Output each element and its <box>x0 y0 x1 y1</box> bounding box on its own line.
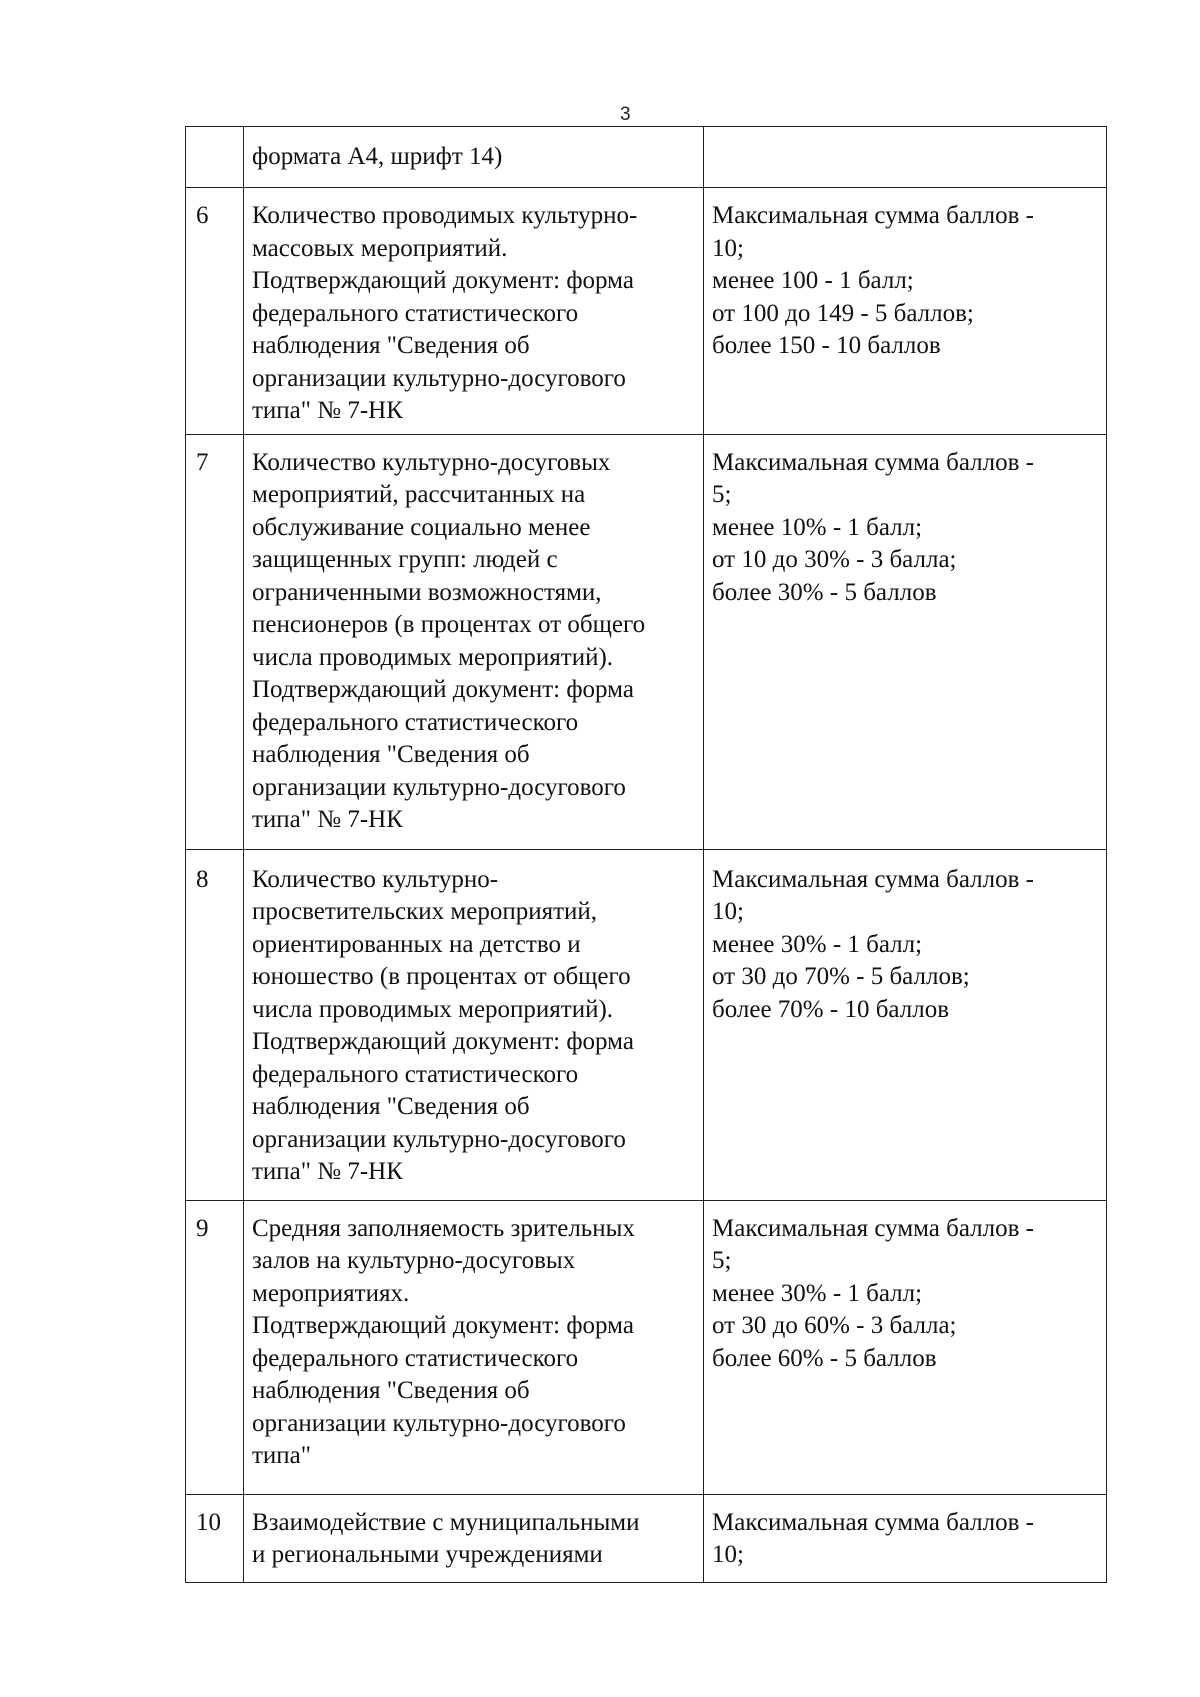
page-number: 3 <box>620 104 631 125</box>
score-rules: Максимальная сумма баллов - 10; менее 30% - 1 балл; от 30 до 70% - 5 баллов; более 70% - 10 баллов <box>704 849 1107 1200</box>
criterion-description: Взаимодействие с муниципальными и региональными учреждениями <box>244 1494 704 1582</box>
row-number: 8 <box>186 849 244 1200</box>
row-number: 9 <box>186 1200 244 1494</box>
score-rules: Максимальная сумма баллов - 5; менее 10% - 1 балл; от 10 до 30% - 3 балла; более 30% - 5 баллов <box>704 434 1107 849</box>
criterion-description: Количество культурно- просветительских мероприятий, ориентированных на детство и юношество (в процентах от общего числа проводимых мероприятий). Подтверждающий документ: форма федерального статистического наблюдения "Сведения об организации культурно-досугового типа" № 7-НК <box>244 849 704 1200</box>
criteria-table <box>185 126 1107 1583</box>
table-row <box>186 188 1107 435</box>
criterion-description: Количество проводимых культурно- массовых мероприятий. Подтверждающий документ: форма федерального статистического наблюдения "Сведения об организации культурно-досугового типа" № 7-НК <box>244 188 704 435</box>
table-row <box>186 434 1107 849</box>
row-number: 10 <box>186 1494 244 1582</box>
score-rules: Максимальная сумма баллов - 10; <box>704 1494 1107 1582</box>
table-row <box>186 849 1107 1200</box>
row-number: 6 <box>186 188 244 435</box>
table-row <box>186 127 1107 188</box>
row-number: 7 <box>186 434 244 849</box>
criterion-description: формата А4, шрифт 14) <box>244 127 704 188</box>
table-row <box>186 1494 1107 1582</box>
score-rules <box>704 127 1107 188</box>
table-row <box>186 1200 1107 1494</box>
score-rules: Максимальная сумма баллов - 10; менее 100 - 1 балл; от 100 до 149 - 5 баллов; более 150 - 10 баллов <box>704 188 1107 435</box>
criterion-description: Средняя заполняемость зрительных залов на культурно-досуговых мероприятиях. Подтверждающий документ: форма федерального статистического наблюдения "Сведения об организации культурно-досугового типа" <box>244 1200 704 1494</box>
row-number <box>186 127 244 188</box>
score-rules: Максимальная сумма баллов - 5; менее 30% - 1 балл; от 30 до 60% - 3 балла; более 60% - 5 баллов <box>704 1200 1107 1494</box>
criterion-description: Количество культурно-досуговых мероприятий, рассчитанных на обслуживание социально менее защищенных групп: людей с ограниченными возможностями, пенсионеров (в процентах от общего числа проводимых мероприятий). Подтверждающий документ: форма федерального статистического наблюдения "Сведения об организации культурно-досугового типа" № 7-НК <box>244 434 704 849</box>
